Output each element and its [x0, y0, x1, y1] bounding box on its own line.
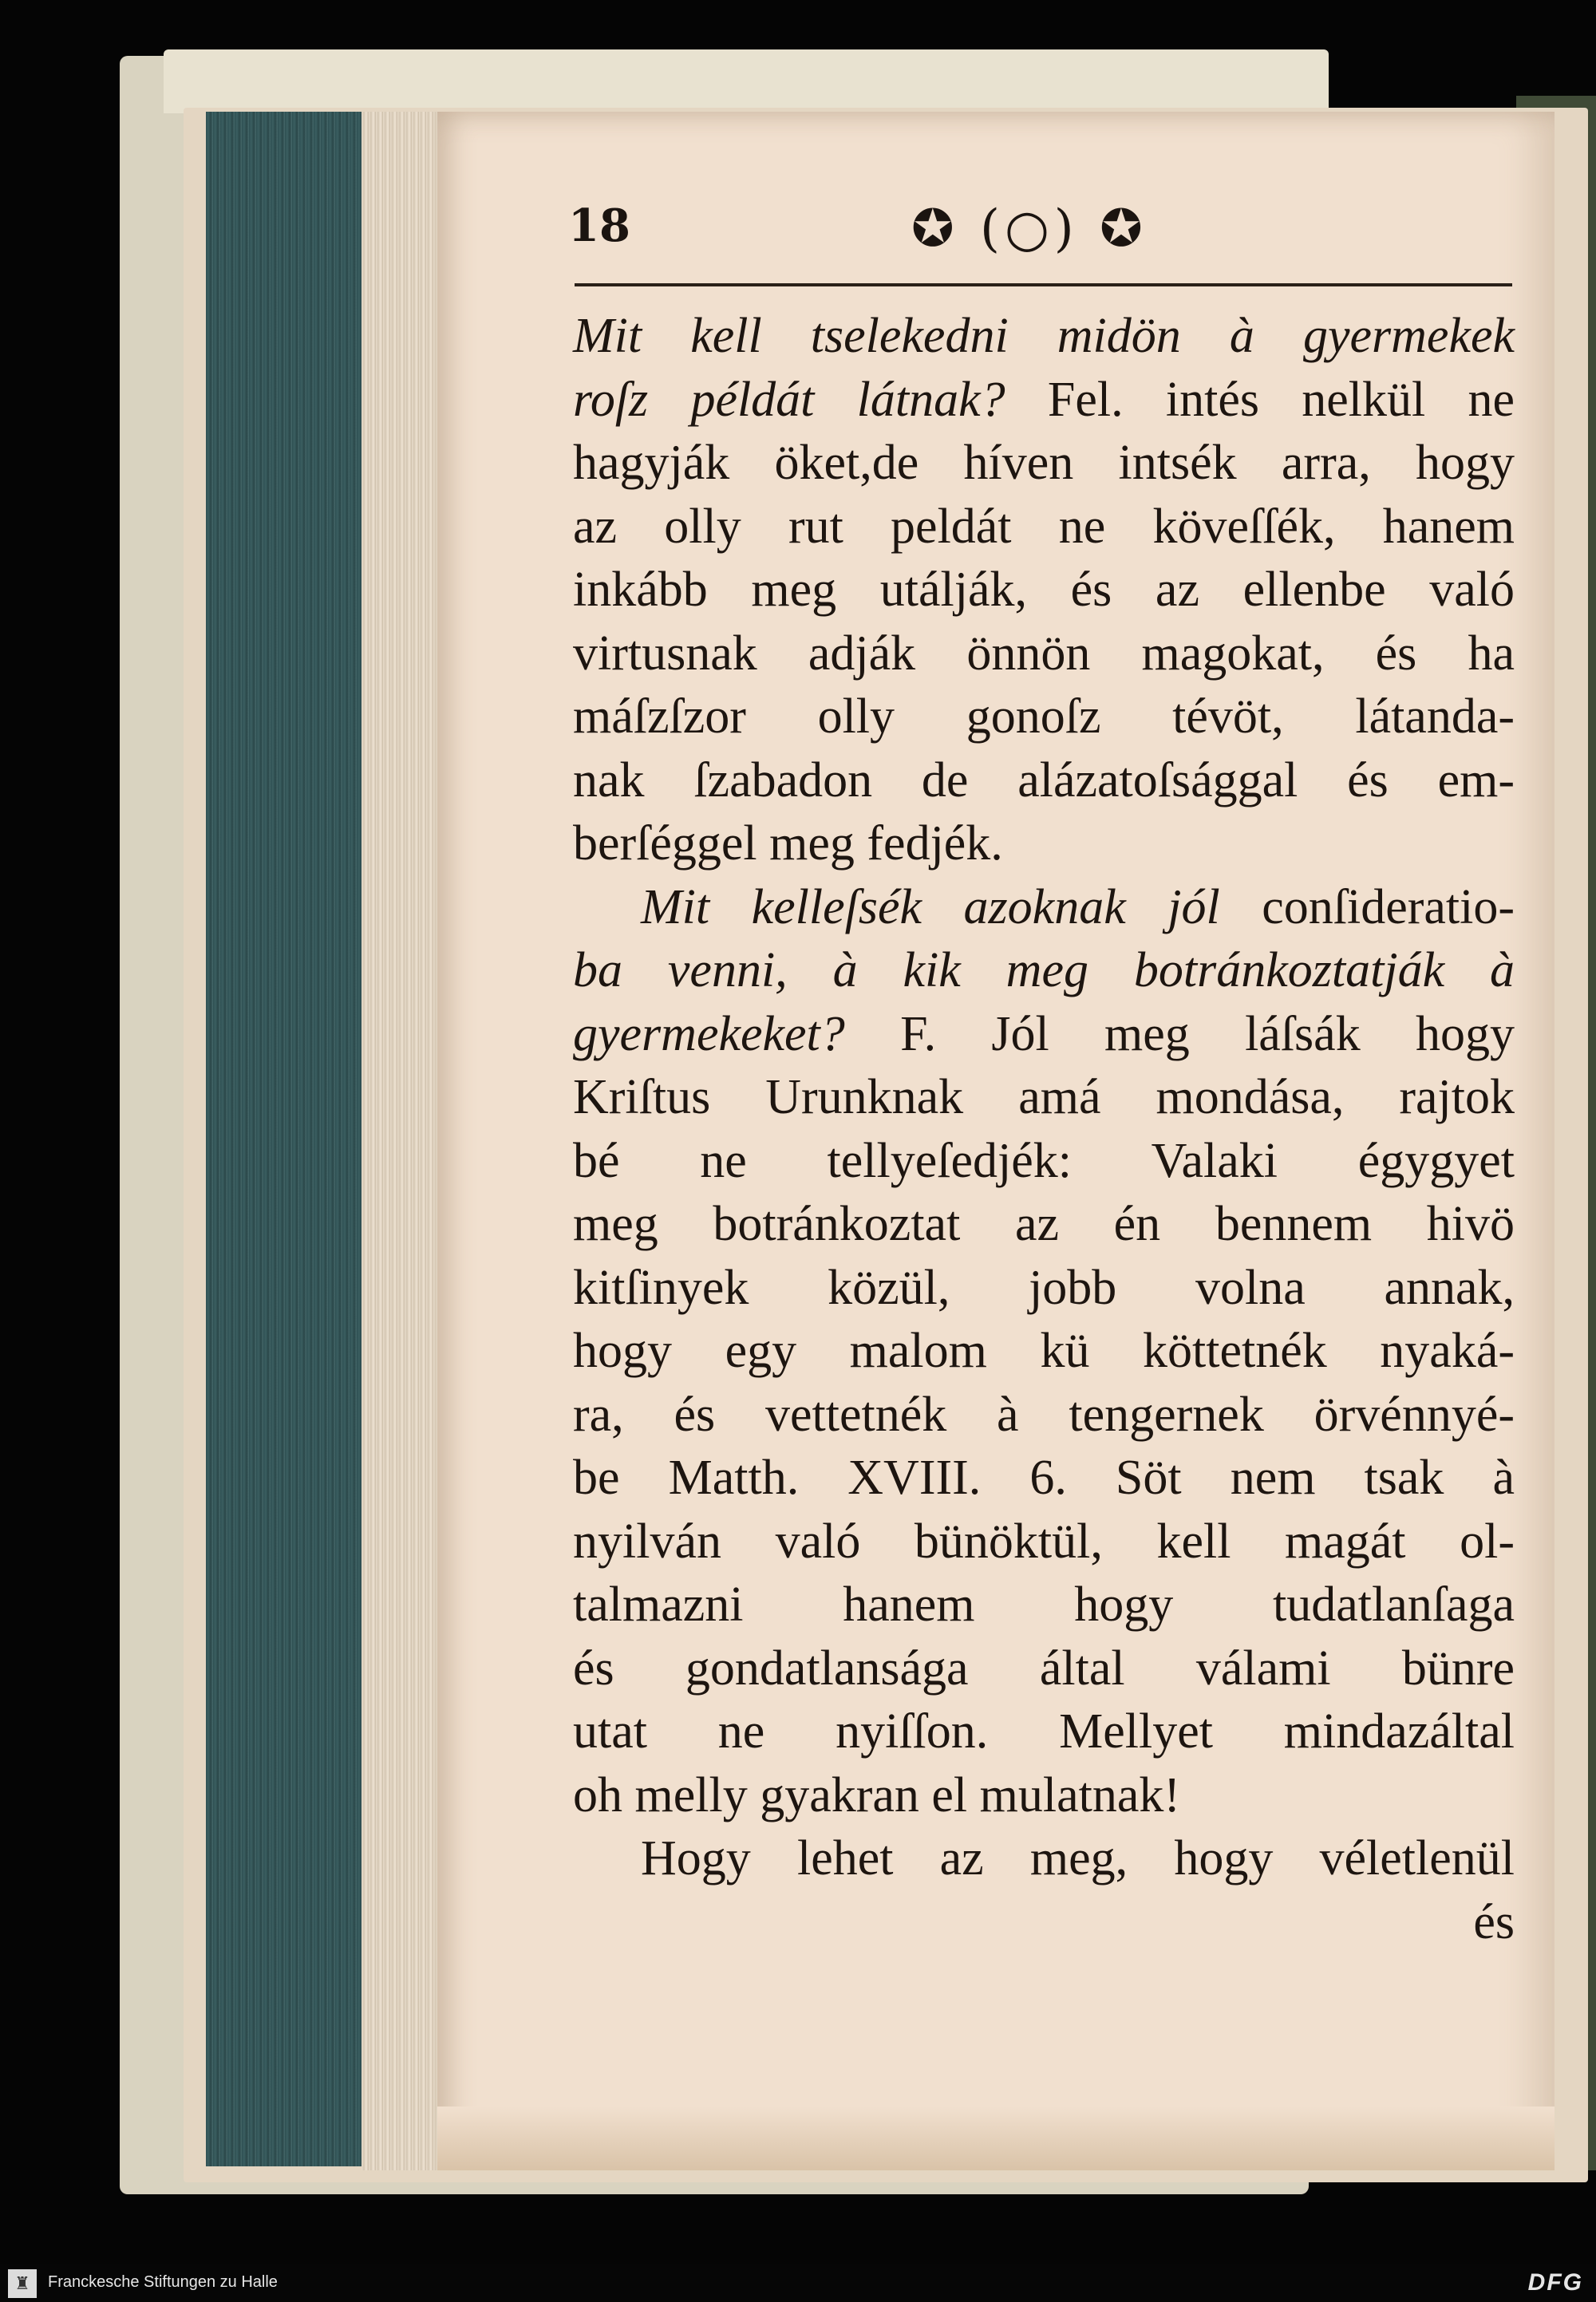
- text-line: hogy egy malom kü köttetnék nyaká-: [573, 1324, 1515, 1378]
- header-ornament: ✪ (○) ✪: [911, 199, 1148, 259]
- text-line: inkább meg utálják, és az ellenbe való: [573, 563, 1515, 617]
- text-line: utat ne nyiſſon. Mellyet mindazáltal: [573, 1704, 1515, 1759]
- page-header: [568, 199, 1510, 279]
- page-edges: [361, 112, 437, 2170]
- text-line: máſzſzor olly gonoſz tévöt, látanda-: [573, 689, 1515, 744]
- text-line: kitſinyek közül, jobb volna annak,: [573, 1260, 1515, 1315]
- page-edge-teal: [206, 112, 365, 2166]
- text-line: virtusnak adják önnön magokat, és ha: [573, 626, 1515, 681]
- text-line: hagyják öket,de híven intsék arra, hogy: [573, 436, 1515, 490]
- text-line: Hogy lehet az meg, hogy véletlenül: [641, 1831, 1515, 1885]
- text-line: berſéggel meg fedjék.: [573, 816, 1003, 871]
- header-rule: [575, 283, 1512, 286]
- text-line: nyilván való bünöktül, kell magát ol-: [573, 1514, 1515, 1569]
- text-line: be Matth. XVIII. 6. Söt nem tsak à: [573, 1451, 1515, 1505]
- text-line: meg botránkoztat az én bennem hivö: [573, 1197, 1515, 1251]
- page-bottom-shadow: [437, 2107, 1555, 2170]
- page-number: 18: [568, 199, 630, 252]
- page-text: [573, 305, 1515, 1954]
- footer-bar: [0, 2264, 1596, 2302]
- institution-name: Franckesche Stiftungen zu Halle: [48, 2273, 278, 2291]
- text-line: gyermekeket? F. Jól meg láſsák hogy: [573, 1006, 1515, 1061]
- text-line: Kriſtus Urunknak amá mondása, rajtok: [573, 1070, 1515, 1124]
- text-line: nak ſzabadon de alázatoſsággal és em-: [573, 752, 1515, 807]
- catchword: és: [1473, 1894, 1515, 1949]
- dfg-logo: DFG: [1527, 2269, 1583, 2296]
- text-line: oh melly gyakran el mulatnak!: [573, 1767, 1180, 1822]
- text-line: roſz példát látnak? Fel. intés nelkül ne: [573, 372, 1515, 427]
- institution-logo-icon: ♜: [8, 2269, 37, 2298]
- text-line: talmazni hanem hogy tudatlanſaga: [573, 1577, 1515, 1632]
- text-line: Mit kelleſsék azoknak jól conſideratio-: [641, 879, 1515, 934]
- text-line: bé ne tellyeſedjék: Valaki égygyet: [573, 1133, 1515, 1188]
- book-cover-top: [164, 49, 1329, 113]
- text-line: Mit kell tselekedni midön à gyermekek: [573, 309, 1515, 363]
- text-line: ba venni, à kik meg botránkoztatják à: [573, 943, 1515, 997]
- text-line: és gondatlansága által válami bünre: [573, 1641, 1515, 1696]
- text-line: az olly rut peldát ne köveſſék, hanem: [573, 499, 1515, 554]
- text-line: ra, és vettetnék à tengernek örvénnyé-: [573, 1387, 1515, 1442]
